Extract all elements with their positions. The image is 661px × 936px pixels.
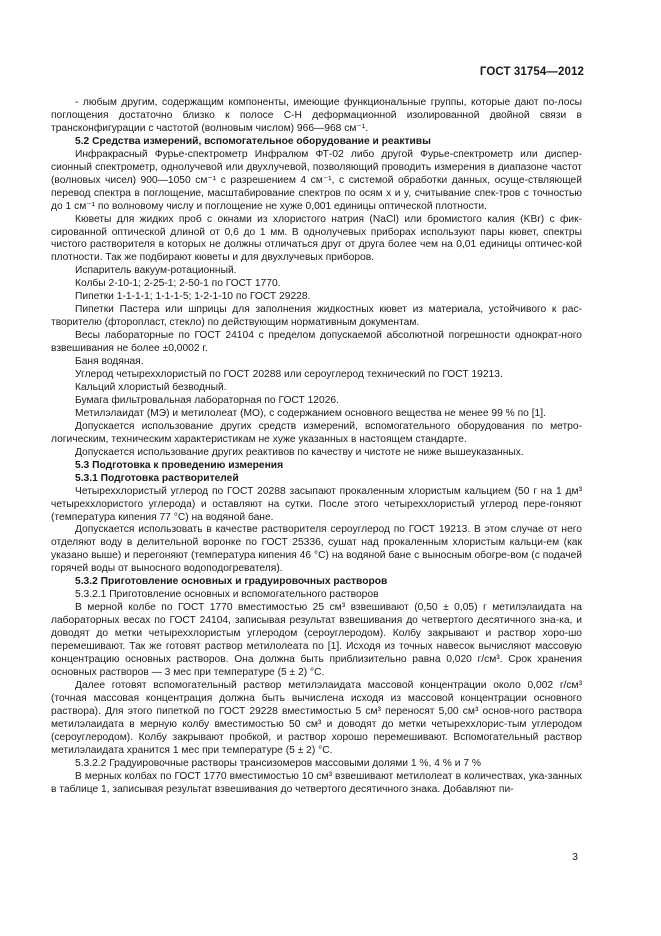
paragraph: Колбы 2-10-1; 2-25-1; 2-50-1 по ГОСТ 1770.	[75, 278, 281, 290]
paragraph: Четыреххлористый углерод по ГОСТ 20288 засыпают прокаленным хлористым кальцием (50 г на 1 дм³ четыреххлористого углерода) и оставляют на сутки. После этого четыреххлористый углерод пере-гоняют (температура кипения 77 °С) на водяной бане.	[51, 485, 582, 523]
paragraph: Пипетки Пастера или шприцы для заполнения жидкостных кювет из материала, устойчивого к рас-творителю (фторопласт, стекло) по действующим нормативным документам.	[51, 304, 582, 329]
paragraph: Бумага фильтровальная лабораторная по ГОСТ 12026.	[75, 394, 339, 406]
paragraph: Весы лабораторные по ГОСТ 24104 с пределом допускаемой абсолютной погрешности однократ-ного взвешивания не более ±0,0002 г.	[51, 330, 582, 355]
paragraph: Баня водяная.	[75, 356, 144, 368]
paragraph: В мерных колбах по ГОСТ 1770 вместимостью 10 см³ взвешивают метилолеат в количествах, ука-занных в таблице 1, записывая результат взвешивания до четвертого десятичного знака. Добавляют пи-	[51, 770, 582, 795]
section-heading: 5.3 Подготовка к проведению измерения	[75, 459, 284, 471]
subsubsection-heading: 5.3.2.1 Приготовление основных и вспомогательного растворов	[75, 589, 379, 601]
paragraph: Испаритель вакуум-ротационный.	[75, 265, 237, 277]
paragraph: Допускается использование других средств измерений, вспомогательного оборудования по метро-логическим, техническим характеристикам не хуже указанных в настоящем стандарте.	[51, 420, 582, 445]
paragraph: Далее готовят вспомогательный раствор метилэлаидата массовой концентрации около 0,002 г/см³ (точная массовая концентрация должна быть вычислена исходя из массовой концентрации основного раствора). Для этого пипеткой по ГОСТ 29228 вместимостью 5 см³ переносят 5,00 см³ основ-ного раствора метилэлаидата в мерную колбу вместимостью 50 см³ и доводят до метки четыреххлорис-тым углеродом (сероуглеродом). Колбу закрывают пробкой, и раствор хорошо перемешивают. Вспомогательный раствор метилэлаидата хранится 1 мес при температуре (5 ± 2) °С.	[51, 679, 582, 756]
paragraph: Кюветы для жидких проб с окнами из хлористого натрия (NaCl) или бромистого калия (KBr) с фик-сированной оптической длиной от 0,6 до 1 мм. В однолучевых приборах используют пары кювет, спектры чистого растворителя в которых не должны отличаться друг от друга более чем на 0,01 единицы оптичес-кой плотности. Так же подбирают кюветы и для двухлучевых приборов.	[51, 213, 582, 264]
paragraph: Инфракрасный Фурье-спектрометр Инфралюм ФТ-02 либо другой Фурье-спектрометр или диспер-сионный спектрометр, однолучевой или двухлучевой, позволяющий проводить измерения в диапазоне частот (волновых чисел) 900—1050 см⁻¹ с разрешением 4 см⁻¹, с системой обработки данных, осуще-ствляющей перевод спектра в поглощение, масштабирование спектров по осям x и y, считывание спек-тров с точностью до 1 см⁻¹ по волновому числу и поглощение не хуже 0,001 единицы оптической плотности.	[51, 148, 582, 212]
document-body	[51, 97, 582, 796]
document-id: ГОСТ 31754—2012	[479, 66, 584, 78]
paragraph: Углерод четыреххлористый по ГОСТ 20288 или сероуглерод технический по ГОСТ 19213.	[75, 369, 503, 381]
paragraph: В мерной колбе по ГОСТ 1770 вместимостью 25 см³ взвешивают (0,50 ± 0,05) г метилэлаидата на лабораторных весах по ГОСТ 24104, записывая результат взвешивания до четвертого десятичного зна-ка, и доводят до метки четыреххлористым углеродом (сероуглеродом). Колбу закрывают и раствор хоро-шо перемешивают. Так же готовят раствор метилолеата по [1]. Исходя из точных навесок вычисляют массовую концентрацию основных растворов. Она должна быть приблизительно равна 0,020 г/см³. Срок хранения основных растворов — 3 мес при температуре (5 ± 2) °С.	[51, 602, 582, 678]
section-heading: 5.2 Средства измерений, вспомогательное оборудование и реактивы	[75, 135, 431, 147]
page-number: 3	[572, 851, 578, 863]
subsection-heading: 5.3.2 Приготовление основных и градуировочных растворов	[75, 576, 388, 588]
subsubsection-heading: 5.3.2.2 Градуировочные растворы трансизомеров массовыми долями 1 %, 4 % и 7 %	[75, 757, 481, 769]
paragraph: Метилэлаидат (МЭ) и метилолеат (МО), с содержанием основного вещества не менее 99 % по [1].	[75, 407, 546, 419]
paragraph: Допускается использование других реактивов по качеству и чистоте не ниже вышеуказанных.	[75, 446, 524, 458]
paragraph: Пипетки 1-1-1-1; 1-1-1-5; 1-2-1-10 по ГОСТ 29228.	[75, 291, 311, 303]
paragraph: - любым другим, содержащим компоненты, имеющие функциональные группы, которые дают по-лосы поглощения достаточно близко к полосе С-Н деформационной изолированной двойной связи в трансконфигурации с частотой (волновым числом) 966—968 см⁻¹.	[51, 97, 582, 134]
subsection-heading: 5.3.1 Подготовка растворителей	[75, 472, 239, 484]
paragraph: Кальций хлористый безводный.	[75, 381, 227, 393]
paragraph: Допускается использовать в качестве растворителя сероуглерод по ГОСТ 19213. В этом случае от него отделяют воду в делительной воронке по ГОСТ 25336, сушат над прокаленным хлористым кальци-ем (как указано выше) и перегоняют (температура кипения 46 °С) на водяной бане с выносным обогре-вом (с подачей горячей воды от выносного водоподогревателя).	[51, 524, 582, 575]
